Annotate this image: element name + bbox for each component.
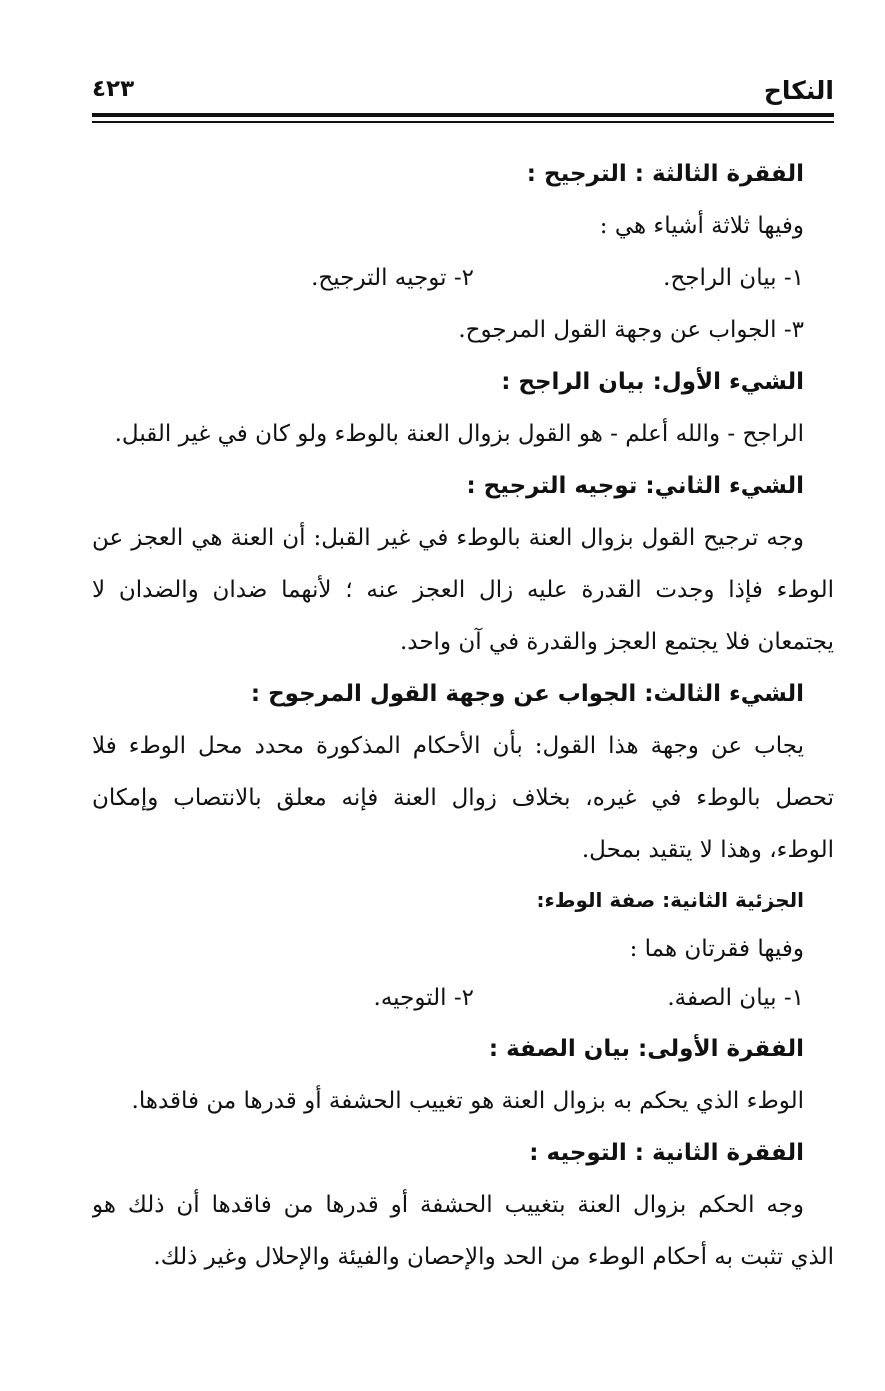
- paragraph-line: الوطء فإذا وجدت القدرة عليه زال العجز عنه ؛ لأنهما ضدان والضدان لا: [92, 577, 834, 603]
- section-heading-wat-description: الجزئية الثانية: صفة الوطء:: [536, 888, 804, 912]
- section-heading-tarjih: الفقرة الثالثة : الترجيح :: [526, 161, 804, 187]
- subheading-second-paragraph: الفقرة الثانية : التوجيه :: [529, 1140, 804, 1166]
- numbered-list-row: [92, 252, 834, 304]
- paragraph-line: يجتمعان فلا يجتمع العجز والقدرة في آن واحد.: [399, 629, 834, 655]
- page-number: ٤٢٣: [92, 76, 135, 102]
- paragraph-line: الوطء، وهذا لا يتقيد بمحل.: [581, 837, 834, 863]
- paragraph-line: وفيها ثلاثة أشياء هي :: [599, 213, 804, 239]
- paragraph-line: يجاب عن وجهة هذا القول: بأن الأحكام المذكورة محدد محل الوطء فلا: [92, 733, 804, 759]
- page-header: [92, 76, 834, 112]
- subheading-first-paragraph: الفقرة الأولى: بيان الصفة :: [488, 1036, 804, 1062]
- subheading-first-thing: الشيء الأول: بيان الراجح :: [501, 369, 804, 395]
- header-rule-thick: [92, 113, 834, 117]
- paragraph-line: وجه الحكم بزوال العنة بتغييب الحشفة أو قدرها من فاقدها أن ذلك هو: [92, 1192, 804, 1218]
- list-item: ١- بيان الصفة.: [667, 985, 804, 1011]
- list-item: ٣- الجواب عن وجهة القول المرجوح.: [458, 317, 804, 343]
- running-title: النكاح: [763, 76, 834, 105]
- page-body: [92, 148, 834, 1283]
- list-item: ٢- توجيه الترجيح.: [311, 265, 474, 291]
- numbered-list-row: [92, 974, 834, 1023]
- list-item: ٢- التوجيه.: [373, 985, 474, 1011]
- paragraph-line: الذي تثبت به أحكام الوطء من الحد والإحصان والفيئة والإحلال وغير ذلك.: [153, 1244, 834, 1270]
- paragraph-line: الراجح - والله أعلم - هو القول بزوال العنة بالوطء ولو كان في غير القبل.: [114, 421, 804, 447]
- subheading-second-thing: الشيء الثاني: توجيه الترجيح :: [466, 473, 804, 499]
- list-item: ١- بيان الراجح.: [663, 265, 804, 291]
- header-rule-thin: [92, 121, 834, 123]
- paragraph-line: تحصل بالوطء في غيره، بخلاف زوال العنة فإنه معلق بالانتصاب وإمكان: [92, 785, 834, 811]
- subheading-third-thing: الشيء الثالث: الجواب عن وجهة القول المرجوح :: [250, 681, 804, 707]
- paragraph-line: وجه ترجيح القول بزوال العنة بالوطء في غير القبل: أن العنة هي العجز عن: [92, 525, 804, 551]
- paragraph-line: وفيها فقرتان هما :: [629, 936, 804, 962]
- paragraph-line: الوطء الذي يحكم به بزوال العنة هو تغييب الحشفة أو قدرها من فاقدها.: [131, 1088, 804, 1114]
